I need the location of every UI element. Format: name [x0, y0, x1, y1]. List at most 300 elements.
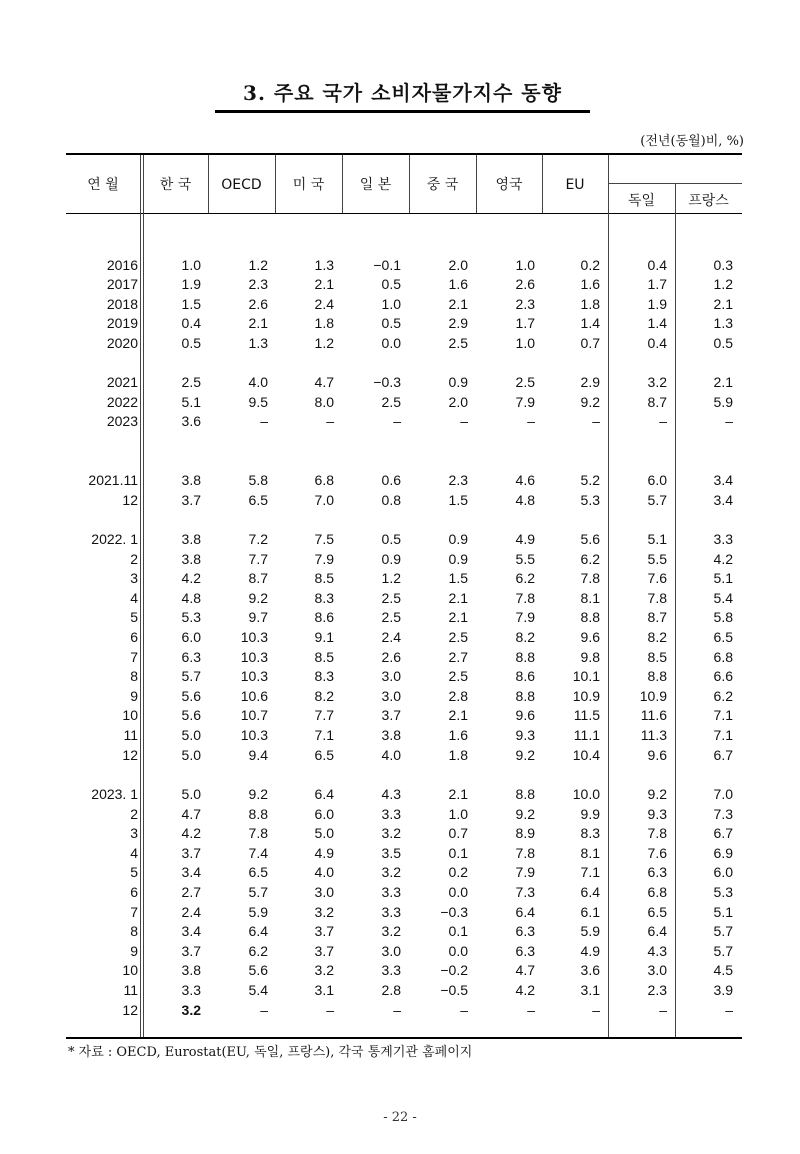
- table-cell: 5.9: [713, 393, 733, 410]
- table-cell: 2.3: [515, 295, 535, 312]
- table-cell: 5.7: [713, 942, 733, 959]
- table-cell: 6.0: [314, 805, 334, 822]
- table-cell: 7.8: [515, 589, 535, 606]
- table-cell: 0.1: [448, 844, 468, 861]
- table-cell: 3.3: [181, 982, 201, 998]
- table-cell: 2.1: [314, 276, 334, 293]
- table-cell: 4.5: [713, 962, 733, 979]
- row-label: 12: [122, 491, 138, 508]
- table-cell: 9.7: [248, 609, 268, 626]
- table-cell: 7.8: [248, 825, 268, 842]
- table-cell: 3.0: [647, 962, 667, 979]
- table-cell: 2.3: [248, 276, 268, 293]
- table-cell: 10.9: [572, 687, 600, 704]
- table-cell: 7.1: [713, 727, 733, 743]
- table-cell: 4.0: [381, 746, 401, 763]
- table-cell: 7.4: [248, 844, 268, 861]
- table-cell: –: [659, 1001, 667, 1018]
- table-cell: 3.8: [181, 962, 201, 979]
- table-cell: 3.7: [381, 707, 401, 724]
- table-row: [0, 608, 800, 628]
- table-cell: 6.5: [713, 629, 733, 645]
- table-cell: 7.9: [515, 609, 535, 626]
- table-cell: 9.2: [248, 786, 268, 802]
- table-cell: 1.3: [248, 334, 268, 351]
- table-cell: 5.7: [713, 923, 733, 940]
- row-label: 7: [130, 903, 138, 920]
- table-row: [0, 373, 800, 393]
- table-cell: 6.4: [647, 923, 667, 940]
- table-cell: 8.5: [314, 570, 334, 587]
- table-cell: 5.6: [248, 962, 268, 979]
- table-cell: 8.7: [647, 393, 667, 410]
- table-cell: 4.2: [515, 982, 535, 998]
- table-cell: 10.6: [240, 687, 268, 704]
- header-usa: 미 국: [292, 177, 325, 193]
- table-cell: 0.4: [181, 315, 201, 332]
- table-cell: 6.2: [248, 942, 268, 959]
- table-cell: 2.5: [381, 609, 401, 626]
- header-uk: 영국: [495, 177, 523, 193]
- table-cell: 3.2: [314, 962, 334, 979]
- table-cell: 0.9: [381, 550, 401, 567]
- row-label: 5: [130, 864, 138, 881]
- table-cell: 0.5: [381, 276, 401, 293]
- table-cell: 4.2: [181, 825, 201, 842]
- table-row: [0, 844, 800, 864]
- page-title: 3. 주요 국가 소비자물가지수 동향: [215, 78, 590, 113]
- table-cell: 4.3: [381, 786, 401, 802]
- table-cell: 7.2: [248, 531, 268, 547]
- table-cell: 1.8: [580, 295, 600, 312]
- row-label: 2019: [106, 315, 138, 332]
- table-cell: 7.1: [314, 727, 334, 743]
- table-cell: 7.9: [515, 393, 535, 410]
- table-cell: 2.5: [448, 629, 468, 645]
- table-cell: 3.6: [580, 962, 600, 979]
- table-cell: 3.8: [181, 472, 201, 488]
- table-cell: 1.6: [448, 276, 468, 293]
- table-cell: 0.5: [381, 531, 401, 547]
- table-cell: 11.6: [640, 707, 667, 724]
- table-row: [0, 903, 800, 923]
- table-cell: 6.3: [181, 648, 201, 665]
- row-label: 2: [130, 805, 138, 822]
- table-cell: 4.9: [314, 844, 334, 861]
- row-label: 5: [130, 609, 138, 626]
- table-cell: 0.4: [647, 256, 667, 273]
- row-label: 8: [130, 923, 138, 940]
- table-cell: 6.3: [515, 942, 535, 959]
- table-cell: 5.6: [181, 687, 201, 704]
- table-row: [0, 412, 800, 432]
- unit-note: (전년(동월)비, %): [640, 134, 744, 149]
- table-cell: 8.2: [515, 629, 535, 645]
- table-cell: 5.3: [713, 884, 733, 900]
- header-france: 프랑스: [688, 193, 729, 209]
- table-cell: −0.3: [373, 374, 401, 390]
- table-cell: 7.9: [515, 864, 535, 881]
- table-cell: 10.3: [240, 629, 268, 645]
- table-cell: 5.7: [647, 491, 667, 508]
- table-row: [0, 883, 800, 903]
- table-cell: 2.8: [381, 982, 401, 998]
- table-cell: 6.2: [580, 550, 600, 567]
- table-cell: 3.4: [713, 491, 733, 508]
- row-label: 2016: [106, 256, 138, 273]
- table-cell: 1.8: [448, 746, 468, 763]
- table-cell: 5.3: [580, 491, 600, 508]
- table-cell: 5.8: [713, 609, 733, 626]
- row-label: 12: [122, 746, 138, 763]
- table-cell: 7.7: [314, 707, 334, 724]
- table-cell: 8.1: [580, 589, 600, 606]
- table-cell: 3.8: [381, 727, 401, 743]
- table-cell: 11.5: [573, 707, 600, 724]
- table-cell: 5.0: [314, 825, 334, 842]
- table-cell: –: [527, 1001, 535, 1018]
- table-cell: 2.3: [448, 472, 468, 488]
- table-cell: 7.5: [314, 531, 334, 547]
- table-cell: 10.3: [240, 727, 268, 743]
- table-cell: 9.2: [647, 786, 667, 802]
- table-cell: 8.9: [515, 825, 535, 842]
- table-cell: –: [592, 413, 600, 430]
- table-cell: 1.6: [580, 276, 600, 293]
- table-cell: 8.8: [515, 687, 535, 704]
- table-cell: 1.2: [713, 276, 733, 293]
- table-cell: 0.9: [448, 531, 468, 547]
- table-cell: 3.4: [181, 923, 201, 940]
- table-cell: –: [460, 413, 468, 430]
- table-cell: 5.0: [181, 727, 201, 743]
- table-cell: 2.4: [314, 295, 334, 312]
- table-cell: 7.8: [647, 825, 667, 842]
- row-label: 2018: [106, 295, 138, 312]
- table-cell: 2.0: [448, 393, 468, 410]
- table-cell: 6.5: [647, 903, 667, 920]
- table-cell: 0.2: [580, 256, 600, 273]
- table-cell: 0.3: [713, 256, 733, 273]
- table-cell: 6.3: [515, 923, 535, 940]
- table-cell: 1.3: [713, 315, 733, 332]
- table-row: [0, 256, 800, 276]
- table-cell: –: [659, 413, 667, 430]
- table-row: [0, 824, 800, 844]
- table-cell: 10.0: [572, 786, 600, 802]
- table-row: [0, 785, 800, 805]
- row-label: 4: [130, 844, 138, 861]
- table-cell: 7.8: [580, 570, 600, 587]
- table-cell: 9.2: [515, 805, 535, 822]
- table-cell: 2.1: [448, 295, 468, 312]
- header-china: 중 국: [426, 177, 459, 193]
- table-row: [0, 569, 800, 589]
- table-cell: 2.4: [181, 903, 201, 920]
- table-cell: 6.7: [713, 825, 733, 842]
- table-cell: 2.7: [181, 884, 201, 900]
- table-cell: 3.3: [381, 805, 401, 822]
- table-cell: 1.0: [515, 256, 535, 273]
- table-cell: 5.9: [248, 903, 268, 920]
- row-label: 10: [122, 962, 138, 979]
- table-cell: 1.2: [314, 334, 334, 351]
- table-cell: 3.7: [314, 923, 334, 940]
- row-label: 3: [130, 570, 138, 587]
- table-cell: 1.6: [448, 727, 468, 743]
- table-cell: 6.8: [647, 884, 667, 900]
- table-cell: 4.3: [647, 942, 667, 959]
- table-cell: 4.8: [181, 589, 201, 606]
- table-cell: 6.0: [181, 629, 201, 645]
- table-cell: 3.4: [181, 864, 201, 881]
- table-cell: 2.5: [381, 589, 401, 606]
- table-cell: 1.5: [448, 491, 468, 508]
- table-cell: 5.2: [580, 472, 600, 488]
- table-cell: 3.2: [314, 903, 334, 920]
- table-cell: 8.2: [314, 687, 334, 704]
- table-cell: 7.8: [647, 589, 667, 606]
- table-cell: 3.0: [381, 687, 401, 704]
- table-cell: 5.5: [515, 550, 535, 567]
- table-cell: 4.7: [181, 805, 201, 822]
- table-cell: 6.1: [580, 903, 600, 920]
- row-label: 11: [123, 727, 138, 743]
- table-cell: 6.6: [713, 668, 733, 685]
- table-row: [0, 687, 800, 707]
- table-cell: 1.8: [314, 315, 334, 332]
- table-cell: −0.5: [440, 982, 468, 998]
- row-label: 6: [130, 884, 138, 900]
- row-label: 8: [130, 668, 138, 685]
- table-cell: 3.7: [181, 844, 201, 861]
- table-cell: 6.2: [515, 570, 535, 587]
- table-cell: −0.3: [440, 903, 468, 920]
- row-label: 2: [130, 550, 138, 567]
- table-cell: 9.6: [515, 707, 535, 724]
- table-cell: 5.0: [181, 746, 201, 763]
- table-row: [0, 648, 800, 668]
- table-cell: 0.6: [381, 472, 401, 488]
- table-cell: 0.9: [448, 550, 468, 567]
- table-row: [0, 393, 800, 413]
- table-row: [0, 942, 800, 962]
- table-row: [0, 530, 800, 550]
- table-cell: 8.3: [314, 589, 334, 606]
- table-cell: 2.1: [448, 589, 468, 606]
- table-cell: 3.5: [381, 844, 401, 861]
- table-cell: 11.3: [640, 727, 667, 743]
- table-cell: 8.8: [580, 609, 600, 626]
- table-cell: 2.9: [580, 374, 600, 390]
- table-cell: –: [326, 1001, 334, 1018]
- table-row: [0, 746, 800, 766]
- table-cell: 9.1: [314, 629, 334, 645]
- table-cell: 3.0: [314, 884, 334, 900]
- table-cell: 6.5: [248, 491, 268, 508]
- row-label: 2022. 1: [91, 531, 138, 547]
- table-cell: 5.7: [248, 884, 268, 900]
- table-cell: 8.8: [515, 648, 535, 665]
- table-cell: 3.2: [181, 1001, 201, 1018]
- table-row: [0, 1001, 800, 1021]
- table-cell: 0.5: [713, 334, 733, 351]
- table-row: [0, 863, 800, 883]
- table-cell: 6.0: [647, 472, 667, 488]
- table-cell: 8.8: [647, 668, 667, 685]
- table-cell: 1.7: [515, 315, 535, 332]
- table-cell: 7.1: [713, 707, 733, 724]
- table-cell: 6.3: [647, 864, 667, 881]
- table-cell: 1.0: [515, 334, 535, 351]
- table-cell: 9.2: [515, 746, 535, 763]
- table-cell: 3.0: [381, 668, 401, 685]
- header-period: 연 월: [87, 177, 119, 193]
- table-row: [0, 314, 800, 334]
- table-cell: 0.7: [580, 334, 600, 351]
- table-header-rule: [66, 213, 742, 214]
- row-label: 9: [130, 687, 138, 704]
- table-row: [0, 275, 800, 295]
- page-number: - 22 -: [383, 1110, 417, 1125]
- table-cell: 9.3: [647, 805, 667, 822]
- table-cell: 7.8: [515, 844, 535, 861]
- table-cell: 2.8: [448, 687, 468, 704]
- table-cell: 6.4: [580, 884, 600, 900]
- table-cell: –: [725, 413, 733, 430]
- row-label: 7: [130, 648, 138, 665]
- table-cell: 10.7: [240, 707, 268, 724]
- table-cell: 3.3: [381, 962, 401, 979]
- table-cell: 10.4: [572, 746, 600, 763]
- table-cell: 0.5: [381, 315, 401, 332]
- table-cell: 7.0: [314, 491, 334, 508]
- table-cell: 5.1: [713, 570, 733, 587]
- table-cell: 7.9: [314, 550, 334, 567]
- table-cell: –: [725, 1001, 733, 1018]
- table-cell: 2.5: [448, 334, 468, 351]
- table-cell: 0.0: [381, 334, 401, 351]
- table-row: [0, 922, 800, 942]
- table-cell: 4.0: [314, 864, 334, 881]
- row-label: 4: [130, 589, 138, 606]
- table-cell: 0.0: [448, 942, 468, 959]
- table-cell: 4.6: [515, 472, 535, 488]
- table-cell: 8.8: [515, 786, 535, 802]
- table-cell: 1.9: [181, 276, 201, 293]
- table-cell: 9.8: [580, 648, 600, 665]
- table-cell: 2.1: [713, 374, 733, 390]
- row-label: 6: [130, 629, 138, 645]
- table-cell: 8.2: [647, 629, 667, 645]
- table-cell: 3.6: [181, 413, 201, 430]
- table-cell: 5.1: [647, 531, 667, 547]
- table-cell: 3.2: [381, 825, 401, 842]
- table-cell: 3.1: [580, 982, 600, 998]
- table-cell: 8.0: [314, 393, 334, 410]
- table-row: [0, 334, 800, 354]
- table-cell: 2.1: [448, 786, 468, 802]
- table-cell: –: [260, 1001, 268, 1018]
- table-cell: 3.2: [381, 923, 401, 940]
- table-cell: 0.1: [448, 923, 468, 940]
- table-cell: 7.7: [248, 550, 268, 567]
- table-cell: 3.3: [381, 903, 401, 920]
- table-cell: 0.0: [448, 884, 468, 900]
- table-cell: 4.7: [515, 962, 535, 979]
- table-cell: 8.6: [515, 668, 535, 685]
- table-cell: 2.9: [448, 315, 468, 332]
- table-cell: 10.9: [639, 687, 667, 704]
- table-cell: −0.2: [440, 962, 468, 979]
- header-oecd: OECD: [221, 177, 262, 193]
- table-cell: 2.3: [647, 982, 667, 998]
- table-cell: 5.8: [248, 472, 268, 488]
- table-cell: 7.6: [647, 844, 667, 861]
- table-top-rule: [66, 153, 742, 155]
- table-cell: 4.9: [515, 531, 535, 547]
- table-cell: 2.1: [448, 609, 468, 626]
- table-row: [0, 471, 800, 491]
- table-cell: 1.0: [381, 295, 401, 312]
- table-cell: 2.1: [713, 295, 733, 312]
- table-cell: 4.2: [713, 550, 733, 567]
- table-cell: 3.1: [314, 982, 334, 998]
- table-row: [0, 805, 800, 825]
- row-label: 2021.11: [88, 472, 138, 488]
- table-cell: 9.2: [580, 393, 600, 410]
- table-cell: 2.4: [381, 629, 401, 645]
- table-cell: 8.6: [314, 609, 334, 626]
- row-label: 10: [122, 707, 138, 724]
- table-cell: 3.9: [713, 982, 733, 998]
- table-cell: 7.0: [713, 786, 733, 802]
- table-cell: 3.3: [381, 884, 401, 900]
- header-korea: 한 국: [159, 177, 192, 193]
- source-note: * 자료 : OECD, Eurostat(EU, 독일, 프랑스), 각국 통계기관 홈페이지: [68, 1045, 473, 1060]
- table-cell: 8.3: [314, 668, 334, 685]
- table-cell: 5.9: [580, 923, 600, 940]
- row-label: 12: [122, 1001, 138, 1018]
- table-cell: –: [393, 413, 401, 430]
- table-cell: 4.0: [248, 374, 268, 390]
- table-cell: 3.7: [314, 942, 334, 959]
- table-row: [0, 706, 800, 726]
- header-germany: 독일: [627, 193, 656, 209]
- row-label: 2021: [106, 374, 138, 390]
- table-row: [0, 491, 800, 511]
- table-cell: 10.3: [240, 648, 268, 665]
- table-cell: 6.9: [713, 844, 733, 861]
- table-cell: 8.7: [647, 609, 667, 626]
- table-cell: 5.3: [181, 609, 201, 626]
- table-cell: 1.9: [647, 295, 667, 312]
- table-cell: 5.4: [248, 982, 268, 998]
- table-bottom-rule: [66, 1037, 742, 1039]
- table-cell: 2.7: [448, 648, 468, 665]
- table-cell: 9.6: [647, 746, 667, 763]
- table-cell: 5.7: [181, 668, 201, 685]
- table-cell: 8.3: [580, 825, 600, 842]
- table-cell: 0.8: [381, 491, 401, 508]
- table-cell: 1.0: [181, 256, 201, 273]
- table-cell: 0.5: [181, 334, 201, 351]
- table-cell: 7.1: [580, 864, 600, 881]
- table-cell: 4.9: [580, 942, 600, 959]
- table-cell: 6.5: [248, 864, 268, 881]
- table-cell: 2.5: [515, 374, 535, 390]
- table-cell: 10.3: [240, 668, 268, 685]
